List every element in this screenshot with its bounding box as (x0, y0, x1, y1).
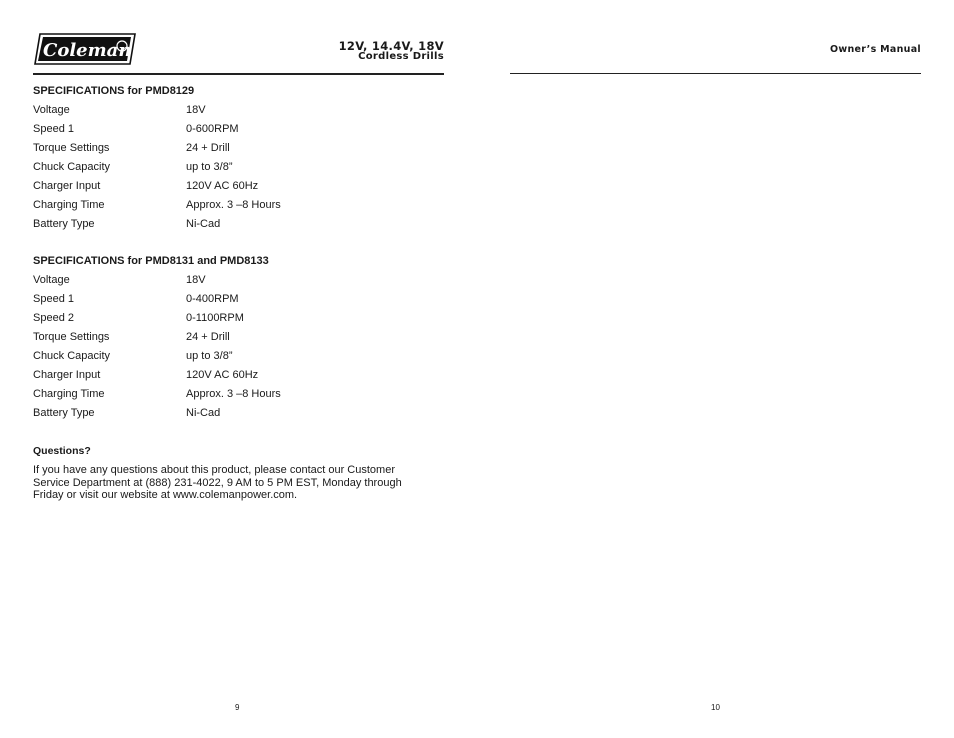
spec-label: Voltage (33, 274, 70, 286)
questions-line: Service Department at (888) 231-4022, 9 AM to 5 PM EST, Monday through (33, 476, 402, 489)
spec-value: 18V (186, 274, 206, 286)
spec-label: Charger Input (33, 180, 101, 192)
coleman-logo (34, 33, 136, 65)
spec-label: Torque Settings (33, 142, 110, 154)
spec-value: 120V AC 60Hz (186, 369, 259, 381)
spec-label: Speed 1 (33, 123, 74, 135)
spec-label: Chuck Capacity (33, 161, 111, 173)
spec-row (33, 350, 413, 369)
logo-wordmark: Coleman (43, 40, 132, 61)
questions-body (33, 464, 425, 502)
spec-value: 0-600RPM (186, 123, 239, 135)
header-rule-left (33, 73, 444, 75)
spec-label: Charging Time (33, 199, 105, 211)
spec-value: up to 3/8” (186, 161, 233, 173)
spec-row (33, 161, 413, 180)
spec-label: Battery Type (33, 218, 95, 230)
manual-header: Owner’s Manual (830, 44, 921, 55)
spec-label: Charger Input (33, 369, 101, 381)
spec-value: 0-1100RPM (186, 312, 244, 324)
questions-line: Friday or visit our website at www.colemanpower.com. (33, 489, 298, 502)
spec-row (33, 331, 413, 350)
spec-row (33, 218, 413, 237)
product-header (300, 40, 444, 63)
spec-label: Torque Settings (33, 331, 110, 343)
spec-row (33, 407, 413, 426)
questions-line: If you have any questions about this product, please contact our Customer (33, 464, 395, 476)
spec-row (33, 388, 413, 407)
spec-value: Approx. 3 –8 Hours (186, 388, 281, 400)
header-rule-right (510, 73, 921, 74)
spec-value: 0-400RPM (186, 293, 239, 305)
spec-label: Voltage (33, 104, 70, 116)
spec-value: 18V (186, 104, 206, 116)
spec-label: Chuck Capacity (33, 350, 111, 362)
questions-title: Questions? (33, 445, 91, 457)
spec-label: Battery Type (33, 407, 95, 419)
spec-row (33, 274, 413, 293)
spec-value: up to 3/8” (186, 350, 233, 362)
spec-value: Approx. 3 –8 Hours (186, 199, 281, 211)
spec-label: Charging Time (33, 388, 105, 400)
spec-value: 120V AC 60Hz (186, 180, 259, 192)
spec-value: Ni-Cad (186, 407, 221, 419)
spec-label: Speed 2 (33, 312, 74, 324)
spec-row (33, 369, 413, 388)
page-number-right: 10 (711, 703, 720, 712)
spec-row (33, 293, 413, 312)
product-voltages: 12V, 14.4V, 18V (338, 39, 444, 53)
spec-row (33, 199, 413, 218)
spec-value: Ni-Cad (186, 218, 221, 230)
spec-value: 24 + Drill (186, 142, 230, 154)
spec-section-title: SPECIFICATIONS for PMD8129 (33, 85, 195, 97)
spec-row (33, 104, 413, 123)
spec-row (33, 180, 413, 199)
spec-value: 24 + Drill (186, 331, 230, 343)
page-number-left: 9 (235, 703, 240, 712)
product-name: Cordless Drills (358, 51, 444, 63)
spec-section-title: SPECIFICATIONS for PMD8131 and PMD8133 (33, 255, 269, 267)
spec-label: Speed 1 (33, 293, 74, 305)
spec-row (33, 312, 413, 331)
spec-row (33, 123, 413, 142)
spec-row (33, 142, 413, 161)
